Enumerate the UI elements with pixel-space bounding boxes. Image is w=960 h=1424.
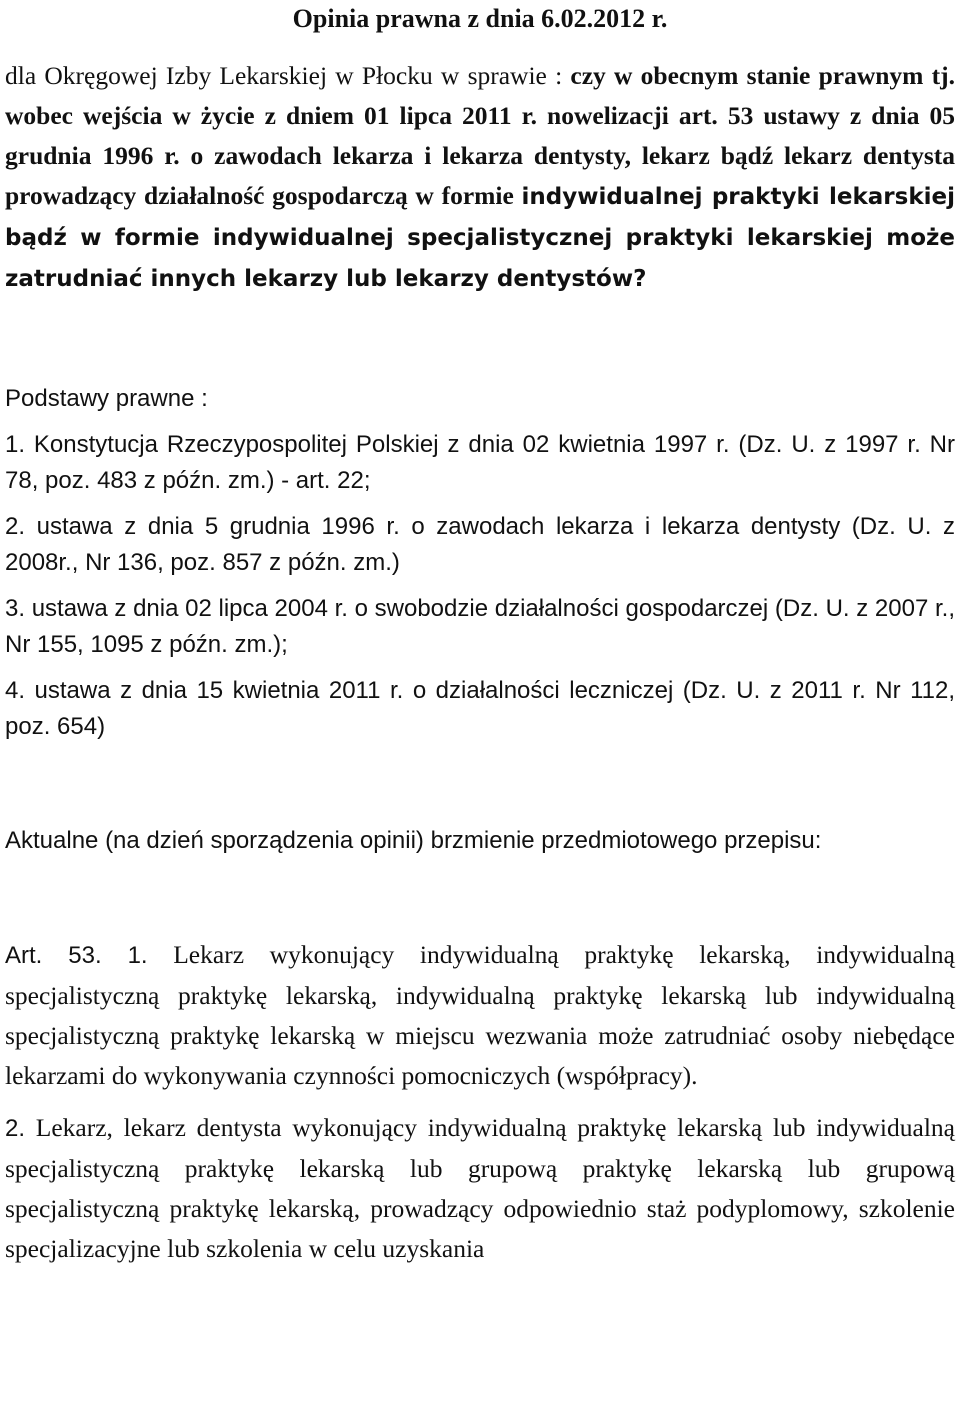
document-title: Opinia prawna z dnia 6.02.2012 r.: [292, 4, 668, 33]
intro-paragraph: [5, 56, 955, 299]
article-paragraph-1: [5, 935, 955, 1096]
article-par2-number: 2.: [5, 1115, 26, 1142]
intro-question-part1: czy w obecnym stanie prawnym tj. wobec wejścia w życie z dniem 01 lipca 2011 r. nowelizacji art. 53 ustawy z dnia 05 grudnia 1996 r. o zawodach lekarza i lekarza dentysty, lekarz bądź lekarz dentysta prowadzący działalność gospodarczą w formie: [5, 61, 955, 210]
intro-lead: dla Okręgowej Izby Lekarskiej w Płocku w sprawie :: [5, 61, 571, 90]
article-reference: Art. 53. 1.: [5, 942, 148, 969]
current-wording-heading: Aktualne (na dzień sporządzenia opinii) brzmienie przedmiotowego przepisu:: [5, 827, 822, 854]
legal-basis-item-2: 2. ustawa z dnia 5 grudnia 1996 r. o zawodach lekarza i lekarza dentysty (Dz. U. z 2008r., Nr 136, poz. 857 z późn. zm.): [5, 513, 955, 576]
legal-basis-item-3: 3. ustawa z dnia 02 lipca 2004 r. o swobodzie działalności gospodarczej (Dz. U. z 2007 r., Nr 155, 1095 z późn. zm.);: [5, 595, 955, 658]
document-page: [5, 0, 955, 1269]
legal-basis-item-4: 4. ustawa z dnia 15 kwietnia 2011 r. o działalności leczniczej (Dz. U. z 2011 r. Nr 112, poz. 654): [5, 677, 955, 740]
legal-basis-list: [5, 427, 955, 745]
article-par1-text: Lekarz wykonujący indywidualną praktykę lekarską, indywidualną specjalistyczną praktykę lekarską, indywidualną praktykę lekarską lub indywidualną specjalistyczną praktykę lekarską w miejscu wezwania może zatrudniać osoby niebędące lekarzami do wykonywania czynności pomocniczych (współpracy).: [5, 940, 955, 1090]
article-par2-text: Lekarz, lekarz dentysta wykonujący indywidualną praktykę lekarską lub indywidualną specjalistyczną praktykę lekarską lub grupową praktykę lekarską lub grupową specjalistyczną praktykę lekarską, prowadzący odpowiednio staż podyplomowy, szkolenie specjalizacyjne lub szkolenia w celu uzyskania: [5, 1113, 955, 1263]
article-paragraph-2: [5, 1108, 955, 1269]
legal-basis-item-1: 1. Konstytucja Rzeczypospolitej Polskiej z dnia 02 kwietnia 1997 r. (Dz. U. z 1997 r. Nr 78, poz. 483 z późn. zm.) - art. 22;: [5, 431, 955, 494]
legal-basis-heading: Podstawy prawne :: [5, 385, 208, 412]
intro-question-part2: indywidualnej praktyki lekarskiej bądź w formie indywidualnej specjalistycznej praktyki lekarskiej może zatrudniać innych lekarzy lub lekarzy dentystów?: [5, 184, 955, 292]
